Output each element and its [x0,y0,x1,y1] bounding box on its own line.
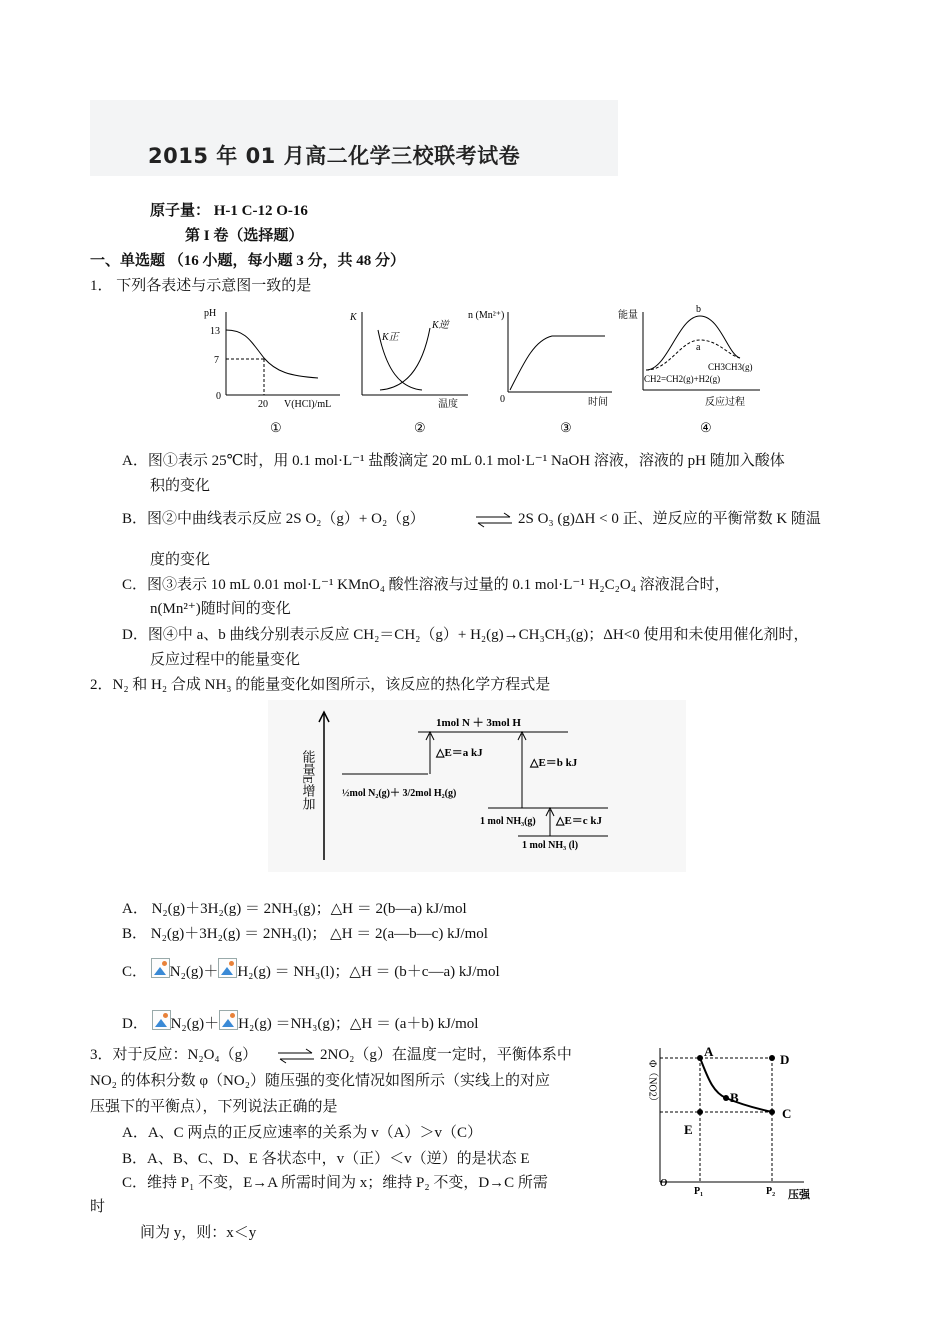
g2-number: ② [414,420,426,435]
q3-line1a: 3．对于反应：N₂O₄（g） [90,1047,258,1063]
q3g-d: D [780,1052,790,1067]
graph-3 [468,310,612,435]
q2-option-c-n2: N₂(g)＋ [169,964,219,980]
graph-2 [349,312,468,435]
g1-x20: 20 [258,399,268,410]
g4-a: a [696,342,701,353]
g4-reactant: CH2=CH2(g)+H2(g) [644,374,721,384]
broken-image-icon [218,958,237,978]
q1-option-c-line1: C．图③表示 10 mL 0.01 mol·L⁻¹ KMnO₄ 酸性溶液与过量的 0.1 mol·L⁻¹ H₂C₂O₄ 溶液混合时， [122,577,730,593]
q1-option-b-line1b: 2S O₃ (g)ΔH < 0 正、逆反应的平衡常数 K 随温 [518,511,821,527]
broken-image-icon [151,958,170,978]
q3g-c: C [782,1106,792,1121]
q3-option-c-line2: 时 [90,1199,106,1215]
q1-stem: 1． 下列各表述与示意图一致的是 [90,278,312,294]
d2-dea: △E＝a kJ [436,747,483,759]
q2-option-b: B． N₂(g)＋3H₂(g) ＝ 2NH₃(l)； △H ＝ 2(a—b—c) kJ/mol [122,926,488,942]
g4-product: CH3CH3(g) [708,362,753,372]
q2-option-c [122,958,500,983]
q2-option-c-label: C． [122,964,148,980]
volume-heading: 第 I 卷（选择题） [185,228,304,244]
g4-ylabel: 能量 [618,310,638,321]
d2-top: 1mol N ＋ 3mol H [436,717,521,729]
exam-title: 2015 年 01 月高二化学三校联考试卷 [148,144,521,168]
q3-option-a: A．A、C 两点的正反应速率的关系为 v（A）＞v（C） [122,1125,483,1141]
q1-option-c-line2: n(Mn²⁺)随时间的变化 [150,601,291,617]
g2-ylabel: K [350,312,357,323]
q1-option-a-line1: A．图①表示 25℃时，用 0.1 mol·L⁻¹ 盐酸滴定 20 mL 0.1 mol·L⁻¹ NaOH 溶液，溶液的 pH 随加入酸体 [122,453,785,469]
g1-number: ① [270,420,282,435]
graph-1 [204,308,340,435]
q2-option-d-label: D． [122,1016,148,1032]
q2-option-d-n2: N₂(g)＋ [170,1016,220,1032]
q3g-o: O [660,1178,668,1189]
q1-option-b-line1a: B．图②中曲线表示反应 2S O₂（g）+ O₂（g） [122,511,425,527]
g2-xlabel: 温度 [438,399,458,410]
q3-line3: 压强下的平衡点），下列说法正确的是 [90,1099,338,1115]
broken-image-icon [219,1010,238,1030]
q3g-b: B [730,1090,739,1105]
q3-line1b: 2NO₂（g）在温度一定时，平衡体系中 [320,1047,572,1063]
q2-option-a: A． N₂(g)＋3H₂(g) ＝ 2NH₃(g)；△H ＝ 2(b—a) kJ/mol [122,901,467,917]
d2-dec: △E＝c kJ [556,815,603,827]
equilibrium-arrow-icon [276,1048,316,1064]
q3-line2: NO₂ 的体积分数 φ（NO₂）随压强的变化情况如图所示（实线上的对应 [90,1073,550,1089]
q1-option-b-line2: 度的变化 [150,552,211,568]
atomic-mass: 原子量： H-1 C-12 O-16 [150,203,308,219]
g1-y13: 13 [210,326,220,337]
g3-ylabel: n (Mn²⁺) [468,310,505,321]
g4-number: ④ [700,420,712,435]
q3-option-c-line3: 间为 y，则：x＜y [140,1225,257,1241]
graph-4 [618,304,760,435]
q2-option-c-rest: H₂(g) ＝ NH₃(l)；△H ＝ (b＋c—a) kJ/mol [237,964,500,980]
q2-stem: 2．N₂ 和 H₂ 合成 NH₃ 的能量变化如图所示，该反应的热化学方程式是 [90,677,551,693]
q3-option-b: B．A、B、C、D、E 各状态中，v（正）＜v（逆）的是状态 E [122,1151,530,1167]
d2-nh3l: 1 mol NH₃ (l) [522,840,579,851]
q2-option-d-rest: H₂(g) ＝NH₃(g)；△H ＝ (a＋b) kJ/mol [238,1016,479,1032]
g1-xlabel: V(HCl)/mL [284,399,332,410]
q3g-ylabel: Φ（NO2） [646,1060,658,1107]
g3-number: ③ [560,420,572,435]
q3g-e: E [684,1122,693,1137]
q3-option-c-line1: C．维持 P₁ 不变，E→A 所需时间为 x；维持 P₂ 不变，D→C 所需 [122,1175,548,1191]
section-heading: 一、单选题 （16 小题，每小题 3 分，共 48 分） [90,253,406,269]
g2-kneg: K逆 [432,320,449,331]
q1-option-d-line2: 反应过程中的能量变化 [150,652,301,668]
g2-kpos: K正 [382,332,399,343]
g1-y0: 0 [216,391,221,402]
g1-ylabel: pH [204,308,217,319]
d2-nh3g: 1 mol NH₃(g) [480,816,536,827]
q3g-p1: P₁ [694,1186,704,1197]
d2-deb: △E＝b kJ [530,757,578,769]
g3-xlabel: 时间 [588,397,608,408]
d2-yaxis: 能量E增加 [300,750,316,810]
equilibrium-arrow-icon [474,512,514,528]
d2-left-level: ½mol N₂(g)＋ 3/2mol H₂(g) [342,788,457,799]
g4-b: b [696,304,701,315]
broken-image-icon [152,1010,171,1030]
g3-y0: 0 [500,394,505,405]
q3g-a: A [704,1044,714,1059]
q3g-p2: P₂ [766,1186,776,1197]
q2-option-d [122,1010,478,1035]
q3-graph [632,1040,832,1208]
q2-energy-diagram [268,700,686,872]
q1-option-a-line2: 积的变化 [150,478,211,494]
g1-y7: 7 [214,355,219,366]
q1-graphs [200,300,800,440]
q3g-xlabel: 压强 [788,1189,810,1201]
g4-xlabel: 反应过程 [705,397,745,408]
q1-option-d-line1: D．图④中 a、b 曲线分别表示反应 CH₂＝CH₂（g）+ H₂(g)→CH₃CH₃(g)；ΔH<0 使用和未使用催化剂时， [122,627,809,643]
